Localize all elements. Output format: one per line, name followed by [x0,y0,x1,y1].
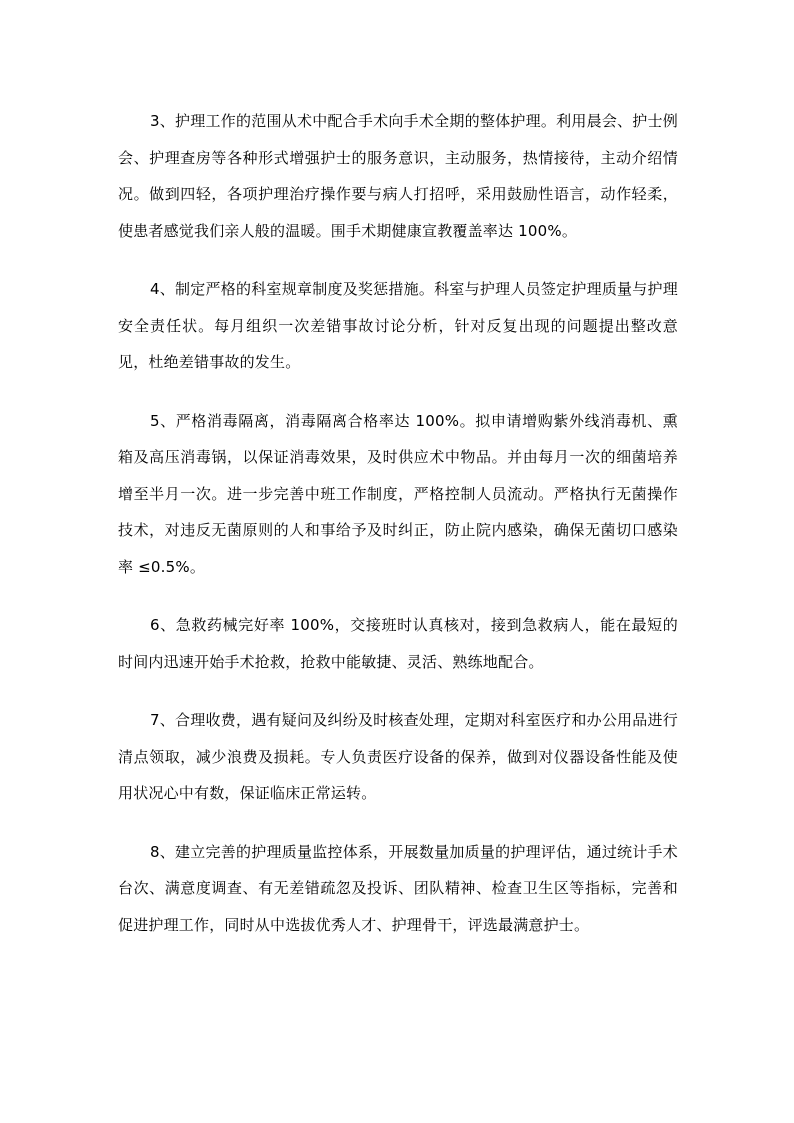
paragraph-item-7: 7、合理收费，遇有疑问及纠纷及时核查处理，定期对科室医疗和办公用品进行清点领取，减少浪费及损耗。专人负责医疗设备的保养，做到对仪器设备性能及使用状况心中有数，保证临床正常运转。 [118,711,678,802]
paragraph-item-4: 4、制定严格的科室规章制度及奖惩措施。科室与护理人员签定护理质量与护理安全责任状。每月组织一次差错事故讨论分析，针对反复出现的问题提出整改意见，杜绝差错事故的发生。 [118,280,678,371]
paragraph-item-8: 8、建立完善的护理质量监控体系，开展数量加质量的护理评估，通过统计手术台次、满意度调查、有无差错疏忽及投诉、团队精神、检查卫生区等指标，完善和促进护理工作，同时从中选拔优秀人才、护理骨干，评选最满意护士。 [118,842,678,934]
paragraph-item-3: 3、护理工作的范围从术中配合手术向手术全期的整体护理。利用晨会、护士例会、护理查房等各种形式增强护士的服务意识，主动服务，热情接待，主动介绍情况。做到四轻，各项护理治疗操作要与病人打招呼，采用鼓励性语言，动作轻柔，使患者感觉我们亲人般的温暖。围手术期健康宣教覆盖率达 100%。 [118,112,678,240]
document-body [118,103,678,965]
paragraph-item-5: 5、严格消毒隔离，消毒隔离合格率达 100%。拟申请增购紫外线消毒机、熏箱及高压消毒锅，以保证消毒效果，及时供应术中物品。并由每月一次的细菌培养增至半月一次。进一步完善中班工作制度，严格控制人员流动。严格执行无菌操作技术，对违反无菌原则的人和事给予及时纠正，防止院内感染，确保无菌切口感染率 ≤0.5%。 [118,411,678,576]
paragraph-item-6: 6、急救药械完好率 100%，交接班时认真核对，接到急救病人，能在最短的时间内迅速开始手术抢救，抢救中能敏捷、灵活、熟练地配合。 [118,616,678,671]
